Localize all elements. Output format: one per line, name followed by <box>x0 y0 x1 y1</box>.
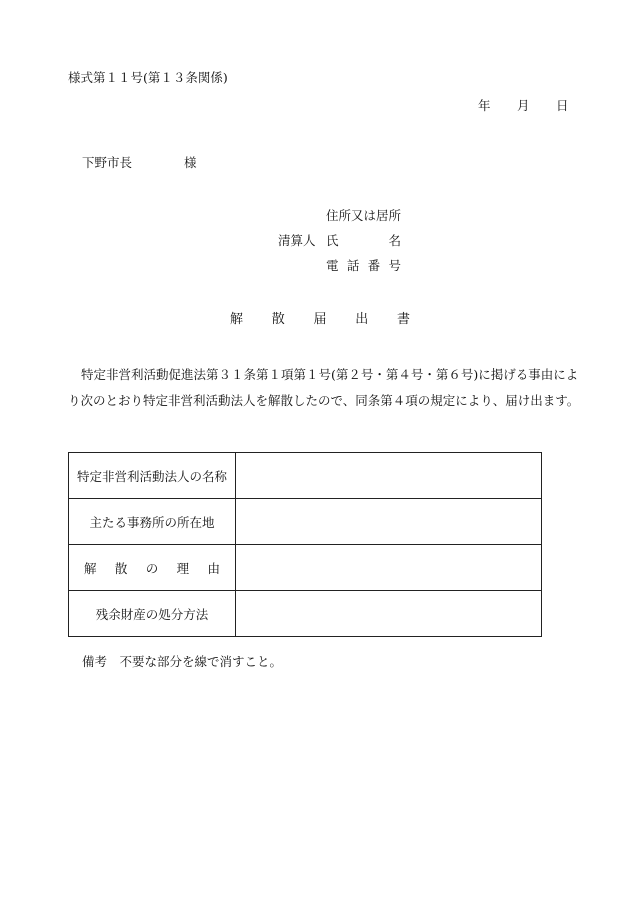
table-row <box>69 591 542 637</box>
name-label-char: 名 <box>388 233 401 248</box>
label-char: の <box>145 560 159 576</box>
title-char: 散 <box>271 312 285 327</box>
address-label: 住所又は居所 <box>326 208 402 223</box>
row-value-residual-assets[interactable] <box>236 591 542 637</box>
label-char: 由 <box>207 560 220 576</box>
form-number: 様式第１１号(第１３条関係) <box>68 70 228 85</box>
title-char: 解 <box>230 312 244 327</box>
addressee-name: 下野市長 <box>82 155 133 170</box>
row-label-residual-assets: 残余財産の処分方法 <box>69 591 236 637</box>
row-value-dissolution-reason[interactable] <box>236 545 542 591</box>
label-char: 散 <box>114 560 128 576</box>
title-char: 届 <box>313 312 327 327</box>
liquidator-label: 清算人 <box>278 233 316 248</box>
phone-label <box>326 256 401 274</box>
phone-label-char: 電 <box>326 258 339 273</box>
row-label-dissolution-reason <box>69 545 236 591</box>
title-char: 出 <box>355 312 369 327</box>
label-char: 解 <box>84 560 97 576</box>
phone-label-char: 話 <box>346 258 360 273</box>
name-label-char: 氏 <box>326 233 339 248</box>
table-row <box>69 453 542 499</box>
row-label-corp-name: 特定非営利活動法人の名称 <box>69 453 236 499</box>
date-month-label: 月 <box>517 98 530 113</box>
phone-label-char: 号 <box>388 258 401 273</box>
addressee-honorific: 様 <box>184 155 197 170</box>
row-value-corp-name[interactable] <box>236 453 542 499</box>
name-label <box>326 231 401 249</box>
body-paragraph: 特定非営利活動促進法第３１条第１項第１号(第２号・第４号・第６号)に掲げる事由により次のとおり特定非営利活動法人を解散したので、同条第４項の規定により、届け出ます。 <box>68 367 580 408</box>
date-year-label: 年 <box>478 98 491 113</box>
info-table <box>68 452 542 637</box>
phone-label-char: 番 <box>367 258 381 273</box>
label-char: 理 <box>176 560 190 576</box>
remarks-note: 備考 不要な部分を線で消すこと。 <box>82 654 283 669</box>
table-row <box>69 545 542 591</box>
date-day-label: 日 <box>556 98 569 113</box>
row-value-office-location[interactable] <box>236 499 542 545</box>
table-row <box>69 499 542 545</box>
row-label-office-location: 主たる事務所の所在地 <box>69 499 236 545</box>
document-title <box>230 308 410 327</box>
title-char: 書 <box>396 312 410 327</box>
